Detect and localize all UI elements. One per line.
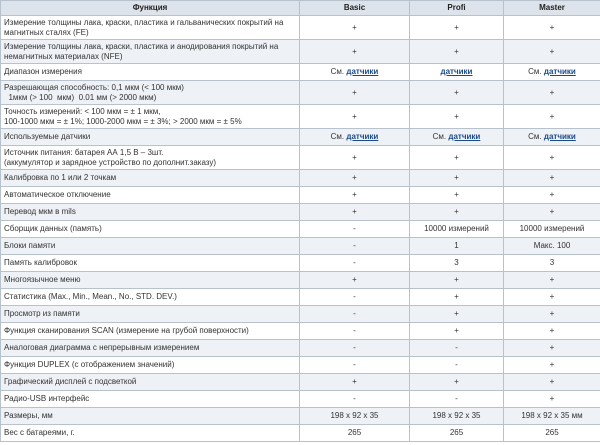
- profi-cell: +: [410, 16, 504, 40]
- header-basic: Basic: [300, 1, 410, 16]
- basic-cell: +: [300, 40, 410, 64]
- basic-cell: +: [300, 272, 410, 289]
- basic-cell: -: [300, 306, 410, 323]
- feature-line: Графический дисплей с подсветкой: [4, 377, 137, 386]
- feature-line: Статистика (Max., Min., Mean., No., STD. DEV.): [4, 292, 177, 301]
- basic-cell: [300, 64, 410, 81]
- basic-cell: -: [300, 340, 410, 357]
- basic-cell: -: [300, 238, 410, 255]
- header-master: Master: [504, 1, 600, 16]
- feature-line: Диапазон измерения: [4, 67, 82, 76]
- feature-cell: [1, 238, 300, 255]
- master-cell: +: [504, 187, 600, 204]
- feature-line: Блоки памяти: [4, 241, 56, 250]
- feature-line: Сборщик данных (память): [4, 224, 102, 233]
- see-prefix: См.: [528, 132, 542, 141]
- master-cell: Макс. 100: [504, 238, 600, 255]
- basic-cell: [300, 129, 410, 146]
- profi-cell: 10000 измерений: [410, 221, 504, 238]
- feature-cell: [1, 391, 300, 408]
- see-prefix: См.: [528, 67, 542, 76]
- basic-cell: -: [300, 221, 410, 238]
- master-cell: [504, 64, 600, 81]
- basic-cell: -: [300, 289, 410, 306]
- profi-cell: +: [410, 289, 504, 306]
- see-prefix: См.: [330, 132, 345, 141]
- master-cell: +: [504, 272, 600, 289]
- table-row: [1, 187, 600, 204]
- feature-line: Калибровка по 1 или 2 точкам: [4, 173, 117, 182]
- basic-cell: +: [300, 16, 410, 40]
- feature-cell: [1, 170, 300, 187]
- feature-cell: [1, 306, 300, 323]
- table-row: [1, 391, 600, 408]
- table-row: [1, 170, 600, 187]
- feature-cell: [1, 146, 300, 170]
- feature-line: Измерение толщины лака, краски, пластика и анодирования покрытий на: [4, 41, 279, 51]
- header-feature: Функция: [1, 1, 300, 16]
- feature-line: Измерение толщины лака, краски, пластика и гальванических покрытий на: [4, 17, 284, 27]
- basic-cell: +: [300, 374, 410, 391]
- profi-cell: +: [410, 170, 504, 187]
- feature-cell: [1, 64, 300, 81]
- feature-line: Перевод мкм в mils: [4, 207, 76, 216]
- feature-line: 100-1000 мкм = ± 1%; 1000-2000 мкм = ± 3%; > 2000 мкм = ± 5%: [4, 116, 242, 126]
- profi-cell: 198 x 92 x 35: [410, 408, 504, 425]
- master-cell: +: [504, 357, 600, 374]
- feature-line: Вес с батареями, г.: [4, 428, 75, 437]
- basic-cell: +: [300, 187, 410, 204]
- feature-cell: [1, 204, 300, 221]
- master-cell: +: [504, 323, 600, 340]
- master-cell: +: [504, 391, 600, 408]
- master-cell: 3: [504, 255, 600, 272]
- master-cell: 265: [504, 425, 600, 442]
- table-row: [1, 374, 600, 391]
- profi-cell: +: [410, 81, 504, 105]
- master-cell: +: [504, 374, 600, 391]
- master-cell: +: [504, 146, 600, 170]
- profi-cell: 265: [410, 425, 504, 442]
- feature-cell: [1, 323, 300, 340]
- basic-cell: +: [300, 204, 410, 221]
- basic-cell: 198 x 92 x 35: [300, 408, 410, 425]
- basic-cell: -: [300, 323, 410, 340]
- feature-cell: [1, 289, 300, 306]
- feature-line: Радио-USB интерфейс: [4, 394, 90, 403]
- master-cell: 198 x 92 x 35 мм: [504, 408, 600, 425]
- feature-cell: [1, 340, 300, 357]
- table-row: [1, 16, 600, 40]
- feature-line: 1мкм (> 100 мкм) 0.01 мм (> 2000 мкм): [4, 92, 157, 102]
- feature-line: магнитных сталях (FE): [4, 27, 89, 37]
- basic-cell: -: [300, 255, 410, 272]
- sensors-link[interactable]: датчики: [543, 132, 576, 141]
- feature-line: Память калибровок: [4, 258, 77, 267]
- feature-line: (аккумулятор и зарядное устройство по дополнит.заказу): [4, 157, 217, 167]
- master-cell: +: [504, 289, 600, 306]
- master-cell: [504, 129, 600, 146]
- basic-cell: -: [300, 357, 410, 374]
- profi-cell: [410, 64, 504, 81]
- basic-cell: +: [300, 81, 410, 105]
- feature-line: Функция сканирования SCAN (измерение на грубой поверхности): [4, 326, 249, 335]
- profi-cell: +: [410, 323, 504, 340]
- profi-cell: [410, 129, 504, 146]
- feature-cell: [1, 374, 300, 391]
- master-cell: +: [504, 170, 600, 187]
- table-row: [1, 255, 600, 272]
- table-row: [1, 357, 600, 374]
- feature-cell: [1, 255, 300, 272]
- table-row: [1, 408, 600, 425]
- profi-cell: 1: [410, 238, 504, 255]
- table-row: [1, 289, 600, 306]
- table-row: [1, 306, 600, 323]
- profi-cell: -: [410, 391, 504, 408]
- feature-cell: [1, 81, 300, 105]
- feature-cell: [1, 16, 300, 40]
- profi-cell: +: [410, 204, 504, 221]
- basic-cell: 265: [300, 425, 410, 442]
- master-cell: +: [504, 204, 600, 221]
- table-row: [1, 129, 600, 146]
- feature-line: Размеры, мм: [4, 411, 53, 420]
- table-row: [1, 221, 600, 238]
- sensors-link[interactable]: датчики: [543, 67, 576, 76]
- profi-cell: +: [410, 40, 504, 64]
- feature-line: Используемые датчики: [4, 132, 91, 141]
- header-profi: Profi: [410, 1, 504, 16]
- feature-cell: [1, 129, 300, 146]
- feature-line: Автоматическое отключение: [4, 190, 111, 199]
- table-row: [1, 105, 600, 129]
- profi-cell: -: [410, 357, 504, 374]
- profi-cell: +: [410, 187, 504, 204]
- basic-cell: +: [300, 105, 410, 129]
- table-row: [1, 40, 600, 64]
- master-cell: +: [504, 105, 600, 129]
- profi-cell: +: [410, 306, 504, 323]
- feature-cell: [1, 105, 300, 129]
- table-row: [1, 425, 600, 442]
- table-row: [1, 238, 600, 255]
- feature-line: Источник питания: батарея АА 1,5 В – 3шт.: [4, 147, 164, 157]
- feature-cell: [1, 272, 300, 289]
- table-row: [1, 146, 600, 170]
- basic-cell: +: [300, 170, 410, 187]
- table-row: [1, 340, 600, 357]
- table-row: [1, 272, 600, 289]
- profi-cell: 3: [410, 255, 504, 272]
- sensors-link[interactable]: датчики: [448, 132, 481, 141]
- feature-cell: [1, 408, 300, 425]
- sensors-link[interactable]: датчики: [440, 67, 473, 76]
- feature-line: Просмотр из памяти: [4, 309, 80, 318]
- basic-cell: +: [300, 146, 410, 170]
- table-row: [1, 204, 600, 221]
- see-prefix: См.: [432, 132, 447, 141]
- header-row: [1, 1, 600, 16]
- feature-line: Функция DUPLEX (с отображением значений): [4, 360, 175, 369]
- feature-cell: [1, 40, 300, 64]
- feature-cell: [1, 221, 300, 238]
- feature-line: Аналоговая диаграмма с непрерывным измерением: [4, 343, 200, 352]
- profi-cell: +: [410, 374, 504, 391]
- master-cell: +: [504, 306, 600, 323]
- profi-cell: +: [410, 146, 504, 170]
- basic-cell: -: [300, 391, 410, 408]
- feature-line: немагнитных материалах (NFE): [4, 51, 123, 61]
- feature-line: Многоязычное меню: [4, 275, 81, 284]
- master-cell: +: [504, 81, 600, 105]
- feature-line: Разрешающая способность: 0,1 мкм (< 100 мкм): [4, 82, 184, 92]
- table-row: [1, 64, 600, 81]
- profi-cell: -: [410, 340, 504, 357]
- sensors-link[interactable]: датчики: [346, 67, 379, 76]
- feature-cell: [1, 425, 300, 442]
- feature-cell: [1, 187, 300, 204]
- table-row: [1, 323, 600, 340]
- table-row: [1, 81, 600, 105]
- master-cell: 10000 измерений: [504, 221, 600, 238]
- feature-cell: [1, 357, 300, 374]
- see-prefix: См.: [330, 67, 345, 76]
- profi-cell: +: [410, 272, 504, 289]
- feature-line: Точность измерений: < 100 мкм = ± 1 мкм,: [4, 106, 161, 116]
- master-cell: +: [504, 40, 600, 64]
- master-cell: +: [504, 340, 600, 357]
- profi-cell: +: [410, 105, 504, 129]
- master-cell: +: [504, 16, 600, 40]
- sensors-link[interactable]: датчики: [346, 132, 379, 141]
